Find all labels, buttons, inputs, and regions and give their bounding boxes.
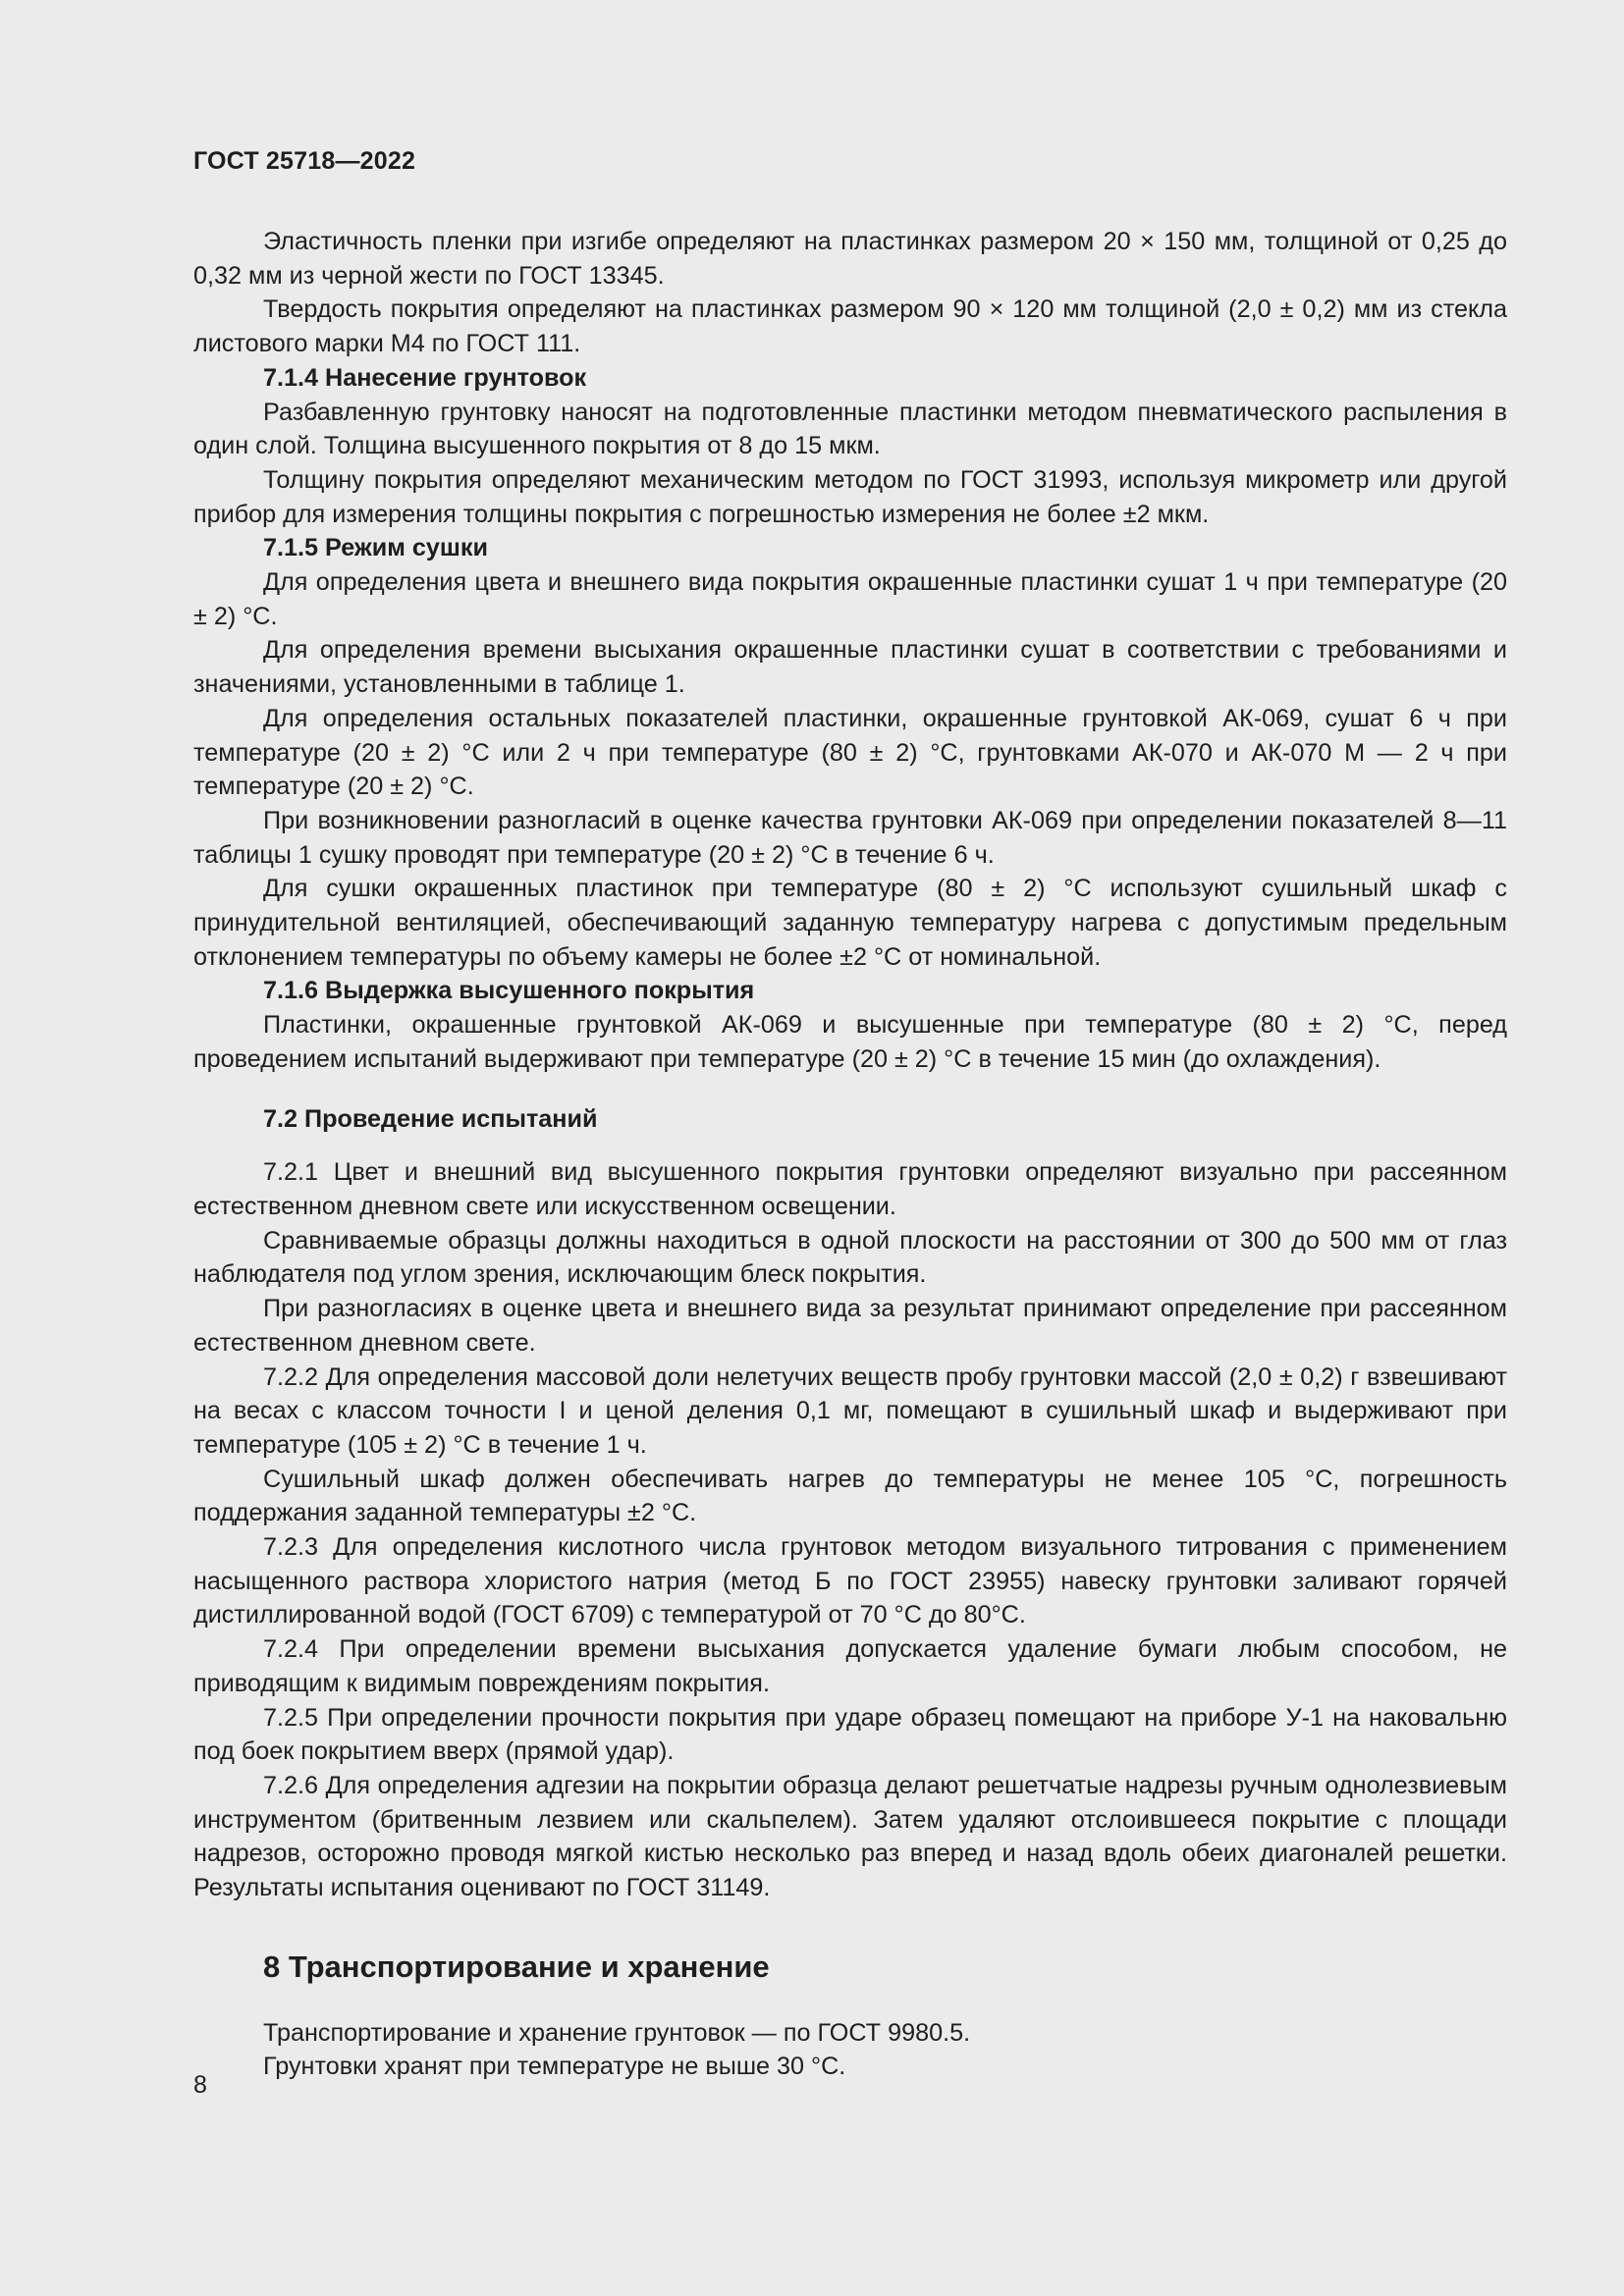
heading-7-1-4: 7.1.4 Нанесение грунтовок [263, 363, 587, 392]
heading-7-1-5: 7.1.5 Режим сушки [263, 534, 488, 562]
paragraph-conditioning: Пластинки, окрашенные грунтовкой АК-069 и высушенные при температуре (80 ± 2) °С, перед проведением испытаний выдерживают при температуре (20 ± 2) °С в течение 15 мин (до охлаждения). [193, 1011, 1507, 1073]
paragraph-hardness: Твердость покрытия определяют на пластинках размером 90 × 120 мм толщиной (2,0 ± 0,2) мм из стекла листового марки М4 по ГОСТ 111. [193, 295, 1507, 358]
heading-7-2: 7.2 Проведение испытаний [263, 1104, 598, 1133]
paragraph-7-2-5: 7.2.5 При определении прочности покрытия при ударе образец помещают на приборе У-1 на наковальню под боек покрытием вверх (прямой удар). [193, 1703, 1507, 1766]
paragraph-7-2-2: 7.2.2 Для определения массовой доли нелетучих веществ пробу грунтовки массой (2,0 ± 0,2) г взвешивают на весах с классом точности I и ценой деления 0,1 мг, помещают в сушильный шкаф и выдерживают при температуре (105 ± 2) °С в течение 1 ч. [193, 1362, 1507, 1459]
heading-section-8: 8 Транспортирование и хранение [263, 1949, 770, 1984]
paragraph-disagreement: При возникновении разногласий в оценке качества грунтовки АК-069 при определении показателей 8—11 таблицы 1 сушку проводят при температуре (20 ± 2) °С в течение 6 ч. [193, 806, 1507, 869]
paragraph-elasticity: Эластичность пленки при изгибе определяют на пластинках размером 20 × 150 мм, толщиной от 0,25 до 0,32 мм из черной жести по ГОСТ 13345. [193, 228, 1507, 290]
page-number: 8 [193, 2071, 207, 2099]
document-body [193, 225, 1507, 2084]
paragraph-drying-time: Для определения времени высыхания окрашенные пластинки сушат в соответствии с требованиями и значениями, установленными в таблице 1. [193, 636, 1507, 699]
paragraph-7-2-3: 7.2.3 Для определения кислотного числа грунтовок методом визуального титрования с применением насыщенного раствора хлористого натрия (метод Б по ГОСТ 23955) навеску грунтовки заливают горячей дистиллированной водой (ГОСТ 6709) с температурой от 70 °С до 80°С. [193, 1533, 1507, 1629]
paragraph-7-2-4: 7.2.4 При определении времени высыхания допускается удаление бумаги любым способом, не приводящим к видимым повреждениям покрытия. [193, 1635, 1507, 1697]
paragraph-oven: Для сушки окрашенных пластинок при температуре (80 ± 2) °С используют сушильный шкаф с принудительной вентиляцией, обеспечивающий заданную температуру нагрева с допустимым предельным отклонением температуры по объему камеры не более ±2 °С от номинальной. [193, 875, 1507, 971]
paragraph-storage: Грунтовки хранят при температуре не выше 30 °С. [263, 2053, 846, 2081]
document-header: ГОСТ 25718—2022 [193, 147, 416, 175]
paragraph-7-2-1: 7.2.1 Цвет и внешний вид высушенного покрытия грунтовки определяют визуально при рассеянном естественном дневном свете или искусственном освещении. [193, 1158, 1507, 1220]
paragraph-thickness: Толщину покрытия определяют механическим методом по ГОСТ 31993, используя микрометр или другой прибор для измерения толщины покрытия с погрешностью измерения не более ±2 мкм. [193, 465, 1507, 528]
paragraph-7-2-6: 7.2.6 Для определения адгезии на покрытии образца делают решетчатые надрезы ручным однолезвиевым инструментом (бритвенным лезвием или скальпелем). Затем удаляют отслоившееся покрытие с площади надрезов, осторожно проводя мягкой кистью несколько раз вперед и назад вдоль обеих диагоналей решетки. Результаты испытания оценивают по ГОСТ 31149. [193, 1771, 1507, 1902]
paragraph-color-disagreement: При разногласиях в оценке цвета и внешнего вида за результат принимают определение при рассеянном естественном дневном свете. [193, 1295, 1507, 1357]
paragraph-application: Разбавленную грунтовку наносят на подготовленные пластинки методом пневматического распыления в один слой. Толщина высушенного покрытия от 8 до 15 мкм. [193, 398, 1507, 460]
paragraph-oven-heating: Сушильный шкаф должен обеспечивать нагрев до температуры не менее 105 °С, погрешность поддержания заданной температуры ±2 °С. [193, 1465, 1507, 1527]
paragraph-drying-color: Для определения цвета и внешнего вида покрытия окрашенные пластинки сушат 1 ч при температуре (20 ± 2) °С. [193, 568, 1507, 630]
paragraph-samples-plane: Сравниваемые образцы должны находиться в одной плоскости на расстоянии от 300 до 500 мм от глаз наблюдателя под углом зрения, исключающим блеск покрытия. [193, 1226, 1507, 1289]
paragraph-transport: Транспортирование и хранение грунтовок — по ГОСТ 9980.5. [263, 2018, 971, 2047]
paragraph-drying-other: Для определения остальных показателей пластинки, окрашенные грунтовкой АК-069, сушат 6 ч при температуре (20 ± 2) °С или 2 ч при температуре (80 ± 2) °С, грунтовками АК-070 и АК-070 М — 2 ч при температуре (20 ± 2) °С. [193, 704, 1507, 801]
heading-7-1-6: 7.1.6 Выдержка высушенного покрытия [263, 977, 755, 1005]
